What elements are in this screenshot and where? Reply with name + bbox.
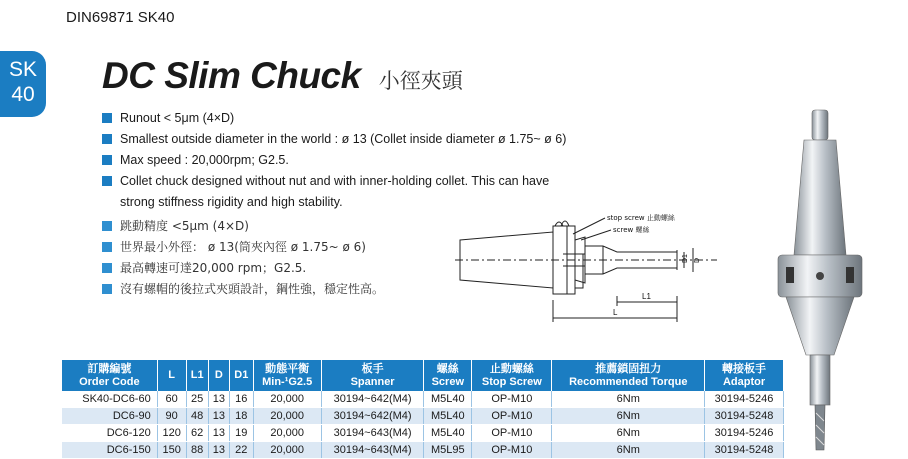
bullet-square-icon	[102, 134, 112, 144]
pull-stud	[812, 110, 828, 140]
bullet-square-icon	[102, 176, 112, 186]
list-item: Collet chuck designed without nut and with inner-holding collet. This can have strong stiffness rigidity and high stability.	[102, 171, 572, 213]
list-item: Smallest outside diameter in the world : ø 13 (Collet inside diameter ø 1.75~ ø 6)	[102, 129, 572, 150]
taper-shank	[794, 140, 846, 255]
spec-table	[62, 360, 784, 459]
slim-nose	[810, 355, 830, 405]
bullet-square-icon	[102, 242, 112, 252]
col-stop-screw: 止動螺絲 Stop Screw	[472, 360, 552, 391]
list-item: 世界最小外徑： ø 13(筒夾內徑 ø 1.75~ ø 6)	[102, 237, 572, 258]
label-stop-screw: stop screw 止動螺絲	[607, 214, 675, 222]
feature-list-english	[102, 108, 572, 213]
chuck-technical-drawing	[455, 210, 720, 330]
col-L: L	[157, 360, 186, 391]
col-spanner: 板手 Spanner	[321, 360, 424, 391]
table-header-row	[62, 360, 784, 391]
label-D1: D1	[682, 254, 689, 263]
section-tab-line2: 40	[11, 83, 35, 106]
label-D: D	[694, 257, 701, 263]
table-row: SK40-DC6-60 60 25 13 16 20,000 30194~642(M4) M5L40 OP-M10 6Nm 30194-5246	[62, 391, 784, 408]
bullet-square-icon	[102, 221, 112, 231]
title-chinese: 小徑夾頭	[378, 69, 463, 93]
bullet-square-icon	[102, 263, 112, 273]
flange-notch	[555, 221, 569, 226]
table-row: DC6-120 120 62 13 19 20,000 30194~643(M4) M5L40 OP-M10 6Nm 30194-5246	[62, 425, 784, 442]
col-D1: D1	[230, 360, 254, 391]
col-balance: 動態平衡 Min-¹G2.5	[253, 360, 321, 391]
page-title	[102, 55, 463, 97]
col-L1: L1	[186, 360, 208, 391]
list-item: Max speed : 20,000rpm; G2.5.	[102, 150, 572, 171]
catalog-code: DIN69871 SK40	[66, 9, 175, 26]
section-tab	[0, 51, 46, 117]
list-item: 跳動精度 <5μm (4×D)	[102, 216, 572, 237]
end-mill	[815, 405, 825, 450]
table-row: DC6-90 90 48 13 18 20,000 30194~642(M4) M5L40 OP-M10 6Nm 30194-5248	[62, 408, 784, 425]
table-row: DC6-150 150 88 13 22 20,000 30194~643(M4) M5L95 OP-M10 6Nm 30194-5248	[62, 442, 784, 459]
list-item: Runout < 5μm (4×D)	[102, 108, 572, 129]
col-adaptor: 轉接板手 Adaptor	[705, 360, 784, 391]
col-screw: 螺絲 Screw	[424, 360, 472, 391]
bullet-square-icon	[102, 155, 112, 165]
label-L1: L1	[642, 292, 651, 301]
title-english: DC Slim Chuck	[102, 55, 361, 96]
list-item: 最高轉速可達20,000 rpm；G2.5.	[102, 258, 572, 279]
label-L: L	[613, 308, 618, 317]
label-screw: screw 螺絲	[613, 226, 650, 234]
bullet-square-icon	[102, 284, 112, 294]
collet-stub	[575, 254, 583, 288]
col-torque: 推薦鎖固扭力 Recommended Torque	[552, 360, 705, 391]
list-item: 沒有螺帽的後拉式夾頭設計，鋼性強，穩定性高。	[102, 279, 572, 300]
col-order-code: 訂購編號 Order Code	[62, 360, 157, 391]
bullet-square-icon	[102, 113, 112, 123]
col-D: D	[208, 360, 229, 391]
section-tab-line1: SK	[8, 58, 37, 81]
